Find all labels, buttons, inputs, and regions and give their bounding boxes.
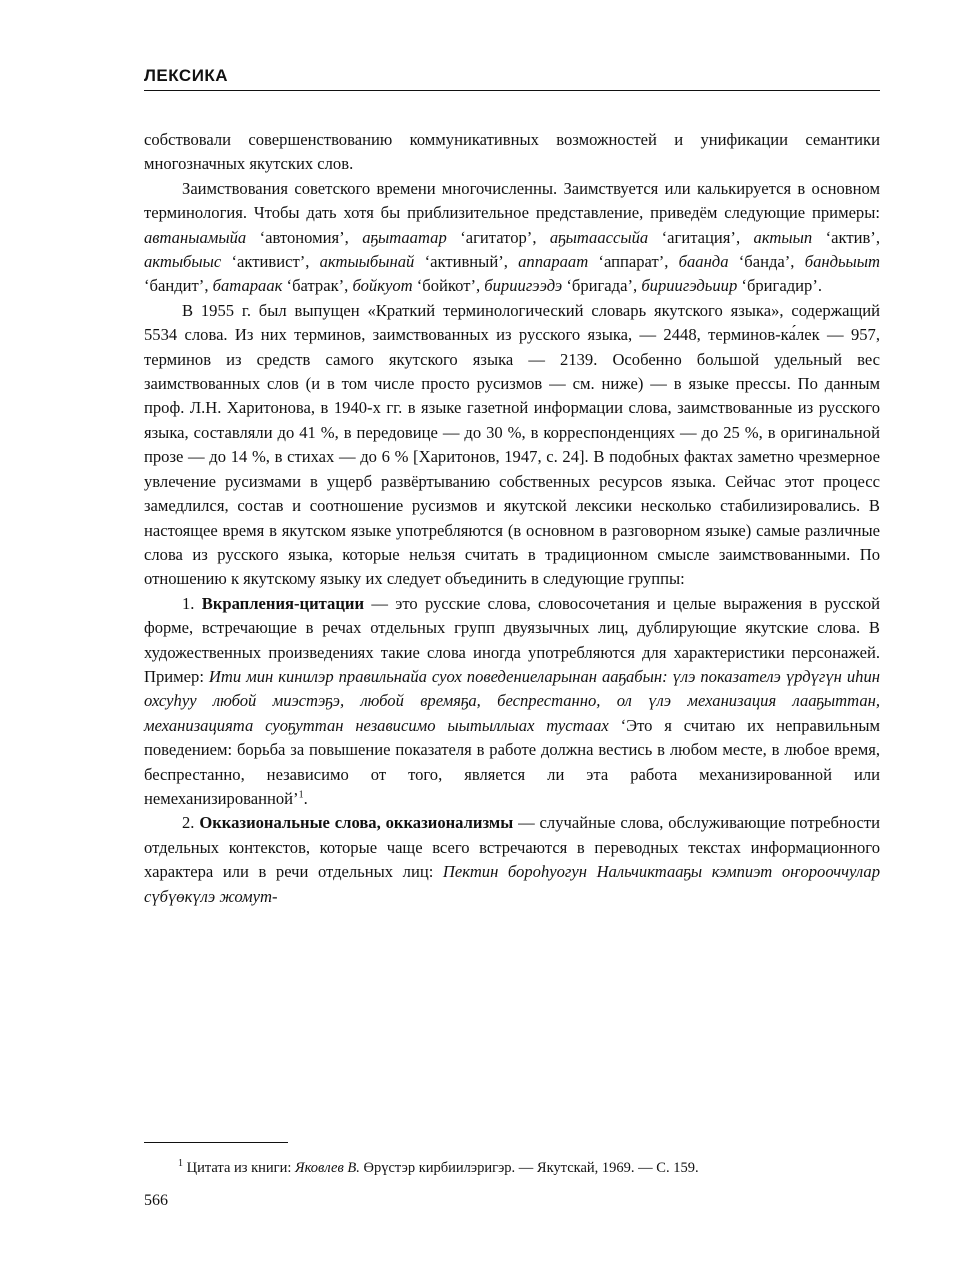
text-run: ‘бригадир’.	[737, 276, 823, 296]
text-run: — случайные слова, обслуживающие потребности отдельных контекстов, которые чаще всего встречаются в переводных текстах информационного характера или в речи отдельных лиц:	[144, 813, 880, 882]
paragraph	[144, 592, 880, 812]
text-run: .	[303, 788, 308, 808]
example-text: баанда	[678, 252, 729, 272]
text-run: — это русские слова, словосочетания и целые выражения в русской форме, встречающие в речах отдельных групп двуязычных лиц, дублирующие якутские слова. В художественных произведениях такие слова иногда употребляются для характеристики персонажей. Пример:	[144, 593, 881, 686]
text-run: ‘банда’,	[728, 252, 805, 272]
text-run: ‘агитация’,	[648, 227, 754, 247]
example-text: аҕытаатар	[362, 227, 447, 247]
text-run: ‘активист’,	[221, 252, 320, 272]
example-text: актыып	[753, 227, 813, 247]
example-text: актыыбынай	[319, 252, 415, 272]
example-text: Ити мин кинилэр правильнайа суох поведениеларынан ааҕабын: үлэ показателэ үрдүгүн иһин охсуһуу любой миэстэҕэ, любой времяҕа, беспрестанно, ол үлэ механизация лааҕыттан, механизацията суоҕуттан независимо ыытыллыах тустаах	[144, 666, 880, 735]
footnote-lead: Цитата из книги:	[183, 1160, 296, 1176]
text-run: ‘батрак’,	[282, 276, 353, 296]
footnote-rest: Өрүстэр кирбиилэригэр. — Якутскай, 1969. — С. 159.	[359, 1160, 699, 1176]
footnote-divider	[144, 1142, 288, 1143]
footnote-ref: 1	[298, 789, 304, 801]
example-text: батараак	[212, 276, 283, 296]
paragraph	[144, 299, 880, 592]
paragraph	[144, 177, 880, 299]
text-run: ‘активный’,	[414, 252, 519, 272]
text-run: собствовали совершенствованию коммуникативных возможностей и унификации семантики многозначных якутских слов.	[144, 130, 880, 174]
example-text: бойкуот	[352, 276, 413, 296]
text-run: ‘Это я считаю их неправильным поведением: борьба за повышение показателя в работе должна вестись в любом месте, в любое время, беспрестанно, независимо от того, является ли эта работа механизированной или немеханизированной’	[144, 715, 880, 808]
example-text: актыбыыс	[144, 252, 222, 272]
term-heading: Вкрапления-цитации	[201, 593, 365, 613]
text-run: 1.	[182, 593, 202, 613]
text-run: ‘бандит’,	[144, 276, 213, 296]
example-text: бириигээдэ	[484, 276, 563, 296]
footnote-author: Яковлев В.	[295, 1160, 360, 1176]
main-text	[144, 128, 880, 909]
example-text: аҕытаассыйа	[549, 227, 649, 247]
example-text: автаныамыйа	[144, 227, 247, 247]
text-run: ‘бригада’,	[562, 276, 642, 296]
example-text: бириигэдьиир	[641, 276, 738, 296]
text-run: ‘автономия’,	[246, 227, 363, 247]
text-run: ‘бойкот’,	[412, 276, 485, 296]
running-header	[144, 66, 880, 91]
text-run: ‘агитатор’,	[446, 227, 550, 247]
footnote-number: 1	[178, 1158, 183, 1170]
text-run: ‘актив’,	[812, 227, 880, 247]
example-text: Пектин бороһуогун Нальчиктааҕы кэмпиэт оҥорооччулар сүбүөкүлэ жомут-	[144, 862, 881, 906]
text-run: ‘аппарат’,	[588, 252, 679, 272]
text-run: 2.	[182, 813, 200, 833]
paragraph	[144, 811, 880, 909]
example-text: аппараат	[518, 252, 589, 272]
text-run: Заимствования советского времени многочисленны. Заимствуется или калькируется в основном терминология. Чтобы дать хотя бы приблизительное представление, приведём следующие примеры:	[144, 178, 880, 223]
paragraph	[144, 128, 880, 177]
page-number: 566	[144, 1192, 168, 1209]
text-run: В 1955 г. был выпущен «Краткий терминологический словарь якутского языка», содержащий 5534 слова. Из них терминов, заимствованных из русского языка, — 2448, терминов-ка́лек — 957, терминов из средств самого якутского языка — 2139. Особенно большой удельный вес заимствованных слов (и в том числе просто русизмов — см. ниже) — в языке прессы. По данным проф. Л.Н. Харитонова, в 1940-х гг. в языке газетной информации слова, заимствованные из русского языка, составляли до 41 %, в передовице — до 30 %, в корреспонденциях — до 25 %, в оригинальной прозе — до 14 %, в стихах — до 6 % [Харитонов, 1947, с. 24]. В подобных фактах заметно чрезмерное увлечение русизмами в ущерб развёртыванию собственных ресурсов языка. Сейчас этот процесс замедлился, состав и соотношение русизмов и якутской лексики несколько стабилизировались. В настоящее время в якутском языке употребляются (в основном в разговорном языке) самые различные слова из русского языка, которые нельзя считать в традиционном смысле заимствованными. По отношению к якутскому языку их следует объединить в следующие группы:	[144, 300, 880, 589]
footnote	[178, 1158, 878, 1178]
example-text: бандьыыт	[804, 252, 880, 272]
section-title: ЛЕКСИКА	[144, 66, 229, 85]
term-heading: Окказиональные слова, окказионализмы	[199, 813, 514, 833]
